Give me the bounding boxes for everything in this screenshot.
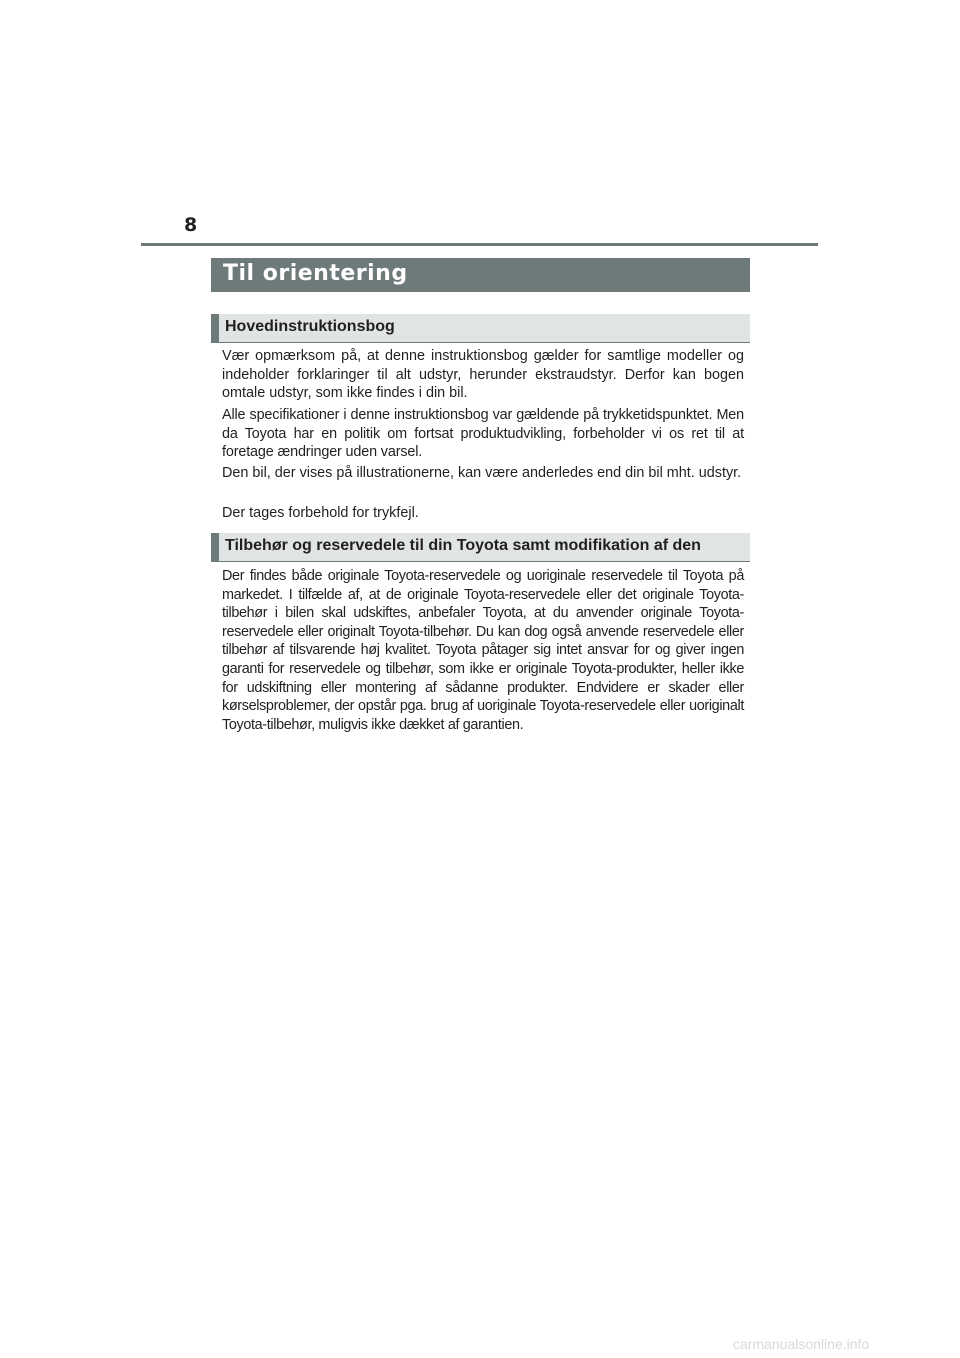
paragraph: Alle specifikationer i denne instruktionsbog var gældende på trykketidspunktet. Men da Toyota har en politik om fortsat produktudvikling, forbeholder vi os ret til at foretage ændringer uden varsel. [222, 407, 744, 461]
paragraph: Der findes både originale Toyota-reservedele og uoriginale reservedele til Toyota på markedet. I tilfælde af, at de originale Toyota-reservedele eller det originale Toyota-tilbehør i bilen skal udskiftes, anbefaler Toyota, at du anvender originale Toyota-reservedele eller originalt Toyota-tilbehør. Du kan dog også anvende reservedele eller tilbehør af tilsvarende høj kvalitet. Toyota påtager sig intet ansvar for og giver ingen garanti for reservedele og tilbehør, som ikke er originale Toyota-produkter, heller ikke for udskiftning eller montering af sådanne produkter. Endvidere er skader eller kørselsproblemer, der opstår pga. brug af uoriginale Toyota-reservedele eller uoriginalt Toyota-tilbehør, muligvis ikke dækket af garantien. [222, 568, 744, 733]
section-title: Tilbehør og reservedele til din Toyota samt modifikation af den [225, 537, 701, 554]
section-title: Hovedinstruktionsbog [225, 318, 395, 335]
page-number: 8 [184, 214, 198, 236]
paragraph: Der tages forbehold for trykfejl. [222, 505, 419, 521]
section-heading-tilbehor [211, 533, 750, 562]
section-accent [211, 314, 219, 342]
footer-watermark: carmanualsonline.info [733, 1336, 870, 1352]
chapter-title: Til orientering [223, 261, 408, 286]
section-accent [211, 533, 219, 561]
section-heading-hovedinstruktionsbog [211, 314, 750, 343]
paragraph: Vær opmærksom på, at denne instruktionsbog gælder for samtlige modeller og indeholder forklaringer til alt udstyr, herunder ekstraudstyr. Derfor kan bogen omtale udstyr, som ikke findes i din bil. [222, 348, 744, 402]
header-rule [141, 243, 818, 246]
paragraph: Den bil, der vises på illustrationerne, kan være anderledes end din bil mht. udstyr. [222, 465, 742, 481]
chapter-bar [211, 258, 750, 292]
